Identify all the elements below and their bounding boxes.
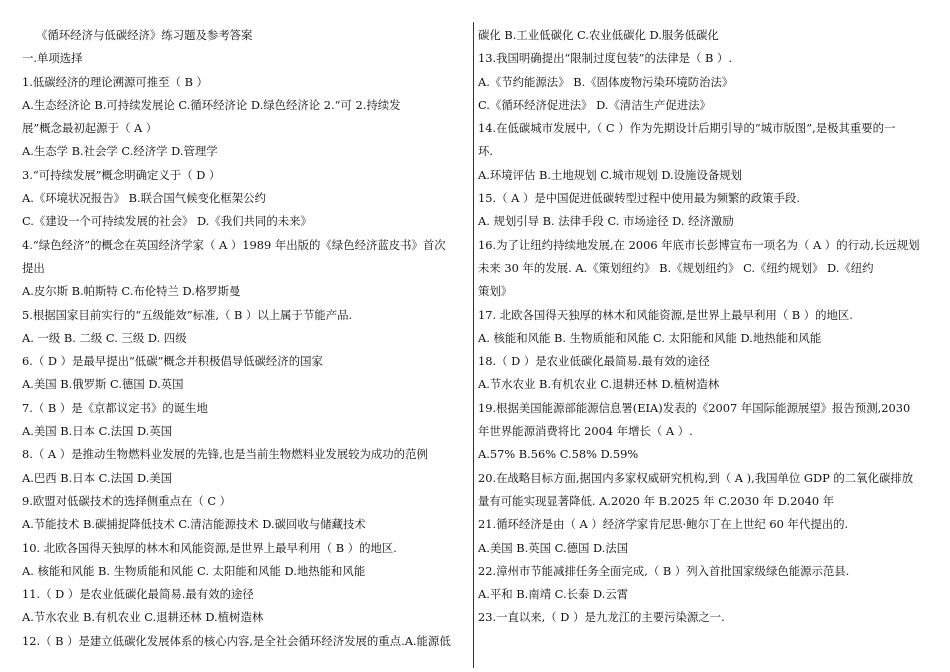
text-line: A.生态经济论 B.可持续发展论 C.循环经济论 D.绿色经济论 2.“可 2.持续发 (22, 97, 401, 112)
text-line: A.节水农业 B.有机农业 C.退耕还林 D.植树造林 (22, 610, 264, 625)
text-line: A.美国 B.英国 C.德国 D.法国 (478, 540, 629, 555)
text-line: 碳化 B.工业低碳化 C.农业低碳化 D.服务低碳化 (478, 28, 719, 42)
text-line: A.节水农业 B.有机农业 C.退耕还林 D.植树造林 (478, 377, 720, 392)
text-line: 20.在战略目标方面,据国内多家权威研究机构,到（ A ),我国单位 GDP 的二氧化碳排放 (478, 470, 914, 485)
text-line: A.皮尔斯 B.帕斯特 C.布伦特兰 D.格罗斯曼 (22, 284, 241, 299)
text-line: 年世界能源消费将比 2004 年增长（ A ）. (478, 424, 693, 439)
text-line: 策划》 (478, 284, 513, 299)
document-title: 《循环经济与低碳经济》练习题及参考答案 (36, 28, 253, 42)
text-line: 量有可能实现显著降低. A.2020 年 B.2025 年 C.2030 年 D.2040 年 (478, 493, 835, 508)
text-line: A. 核能和风能 B. 生物质能和风能 C. 太阳能和风能 D.地热能和风能 (478, 330, 822, 345)
text-line: 17. 北欧各国得天独厚的林木和风能资源,是世界上最早利用（ B ）的地区. (478, 307, 853, 322)
text-line: A.57% B.56% C.58% D.59% (478, 447, 639, 462)
text-line: 16.为了让纽约持续地发展,在 2006 年底市长彭博宣布一项名为（ A ）的行动,长远规划 (478, 237, 920, 252)
text-line: C.《建设一个可持续发展的社会》 D.《我们共同的未来》 (22, 214, 312, 229)
text-line: 18.（ D ）是农业低碳化最简易.最有效的途径 (478, 354, 710, 369)
text-line: 22.漳州市节能减排任务全面完成,（ B ）列入首批国家级绿色能源示范县. (478, 563, 850, 578)
text-line: A.美国 B.俄罗斯 C.德国 D.英国 (22, 377, 184, 392)
text-line: 19.根据美国能源部能源信息署(EIA)发表的《2007 年国际能源展望》报告预测,2030 (478, 400, 911, 415)
text-line: A.美国 B.日本 C.法国 D.英国 (22, 424, 173, 439)
text-line: 14.在低碳城市发展中,（ C ）作为先期设计后期引导的“城市版图”,是极其重要的一 (478, 121, 896, 136)
text-line: 1.低碳经济的理论溯源可推至（ B ） (22, 74, 208, 89)
text-line: A. 一级 B. 二级 C. 三级 D. 四级 (22, 330, 187, 345)
text-line: A. 核能和风能 B. 生物质能和风能 C. 太阳能和风能 D.地热能和风能 (22, 563, 366, 578)
text-line: 5.根据国家目前实行的“五级能效”标准,（ B ）以上属于节能产品. (22, 307, 353, 322)
text-line: 13.我国明确提出“限制过度包装”的法律是（ B ）. (478, 51, 733, 66)
text-line: A.巴西 B.日本 C.法国 D.美国 (22, 470, 173, 485)
text-line: 23.一直以来,（ D ）是九龙江的主要污染源之一. (478, 610, 725, 625)
text-line: 环. (478, 144, 494, 159)
text-line: A.《环境状况报告》 B.联合国气候变化框架公约 (22, 191, 266, 206)
text-line: 未来 30 年的发展. A.《策划纽约》 B.《规划纽约》 C.《纽约规划》 D.《纽约 (478, 260, 874, 275)
text-line: 9.欧盟对低碳技术的选择侧重点在（ C ） (22, 493, 232, 508)
text-line: A.生态学 B.社会学 C.经济学 D.管理学 (22, 144, 218, 159)
section-heading: 一.单项选择 (22, 51, 83, 66)
text-line: 3.“可持续发展”概念明确定义于（ D ） (22, 167, 221, 182)
text-line: A.平和 B.南靖 C.长泰 D.云霄 (478, 587, 629, 602)
text-line: A.《节约能源法》 B.《固体废物污染环境防治法》 (478, 74, 734, 89)
text-line: 6.（ D ）是最早提出“低碳”概念并积极倡导低碳经济的国家 (22, 354, 323, 369)
text-line: A.节能技术 B.碳捕捉降低技术 C.清洁能源技术 D.碳回收与储藏技术 (22, 517, 366, 532)
text-line: 4.“绿色经济”的概念在英国经济学家（ A ）1989 年出版的《绿色经济蓝皮书》首次 (22, 237, 446, 252)
text-line: A.环境评估 B.土地规划 C.城市规划 D.设施设备规划 (478, 167, 743, 182)
text-line: 21.循环经济是由（ A ）经济学家肯尼思·鲍尔丁在上世纪 60 年代提出的. (478, 517, 849, 532)
left-column (22, 24, 470, 653)
text-line: 15.（ A ）是中国促进低碳转型过程中使用最为频繁的政策手段. (478, 191, 800, 206)
text-line: 8.（ A ）是推动生物燃料业发展的先锋,也是当前生物燃料业发展较为成功的范例 (22, 447, 428, 462)
text-line: 提出 (22, 260, 45, 275)
text-line: 展”概念最初起源于（ A ） (22, 121, 158, 136)
text-line: 7.（ B ）是《京都议定书》的诞生地 (22, 400, 208, 415)
text-line: 12.（ B ）是建立低碳化发展体系的核心内容,是全社会循环经济发展的重点.A.能源低 (22, 633, 451, 648)
text-line: C.《循环经济促进法》 D.《清洁生产促进法》 (478, 97, 711, 112)
right-column (478, 24, 932, 630)
text-line: 11.（ D ）是农业低碳化最简易.最有效的途径 (22, 587, 254, 602)
text-line: 10. 北欧各国得天独厚的林木和风能资源,是世界上最早利用（ B ）的地区. (22, 540, 397, 555)
text-line: A. 规划引导 B. 法律手段 C. 市场途径 D. 经济激励 (478, 214, 734, 229)
column-divider (473, 22, 474, 668)
